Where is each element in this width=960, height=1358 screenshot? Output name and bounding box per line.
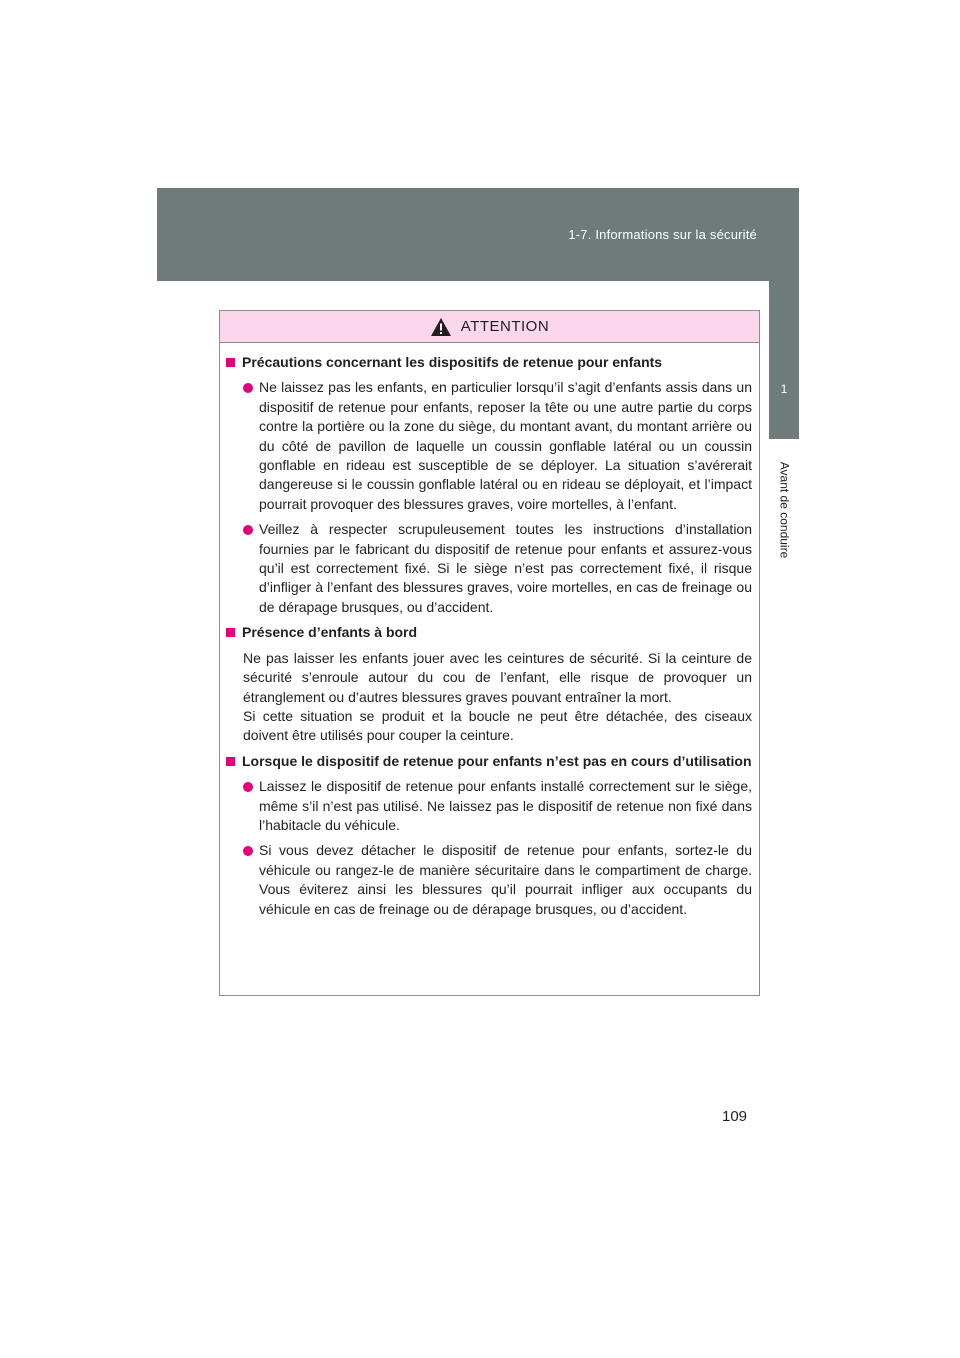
circle-bullet-icon: [243, 846, 253, 856]
section-heading: [226, 353, 752, 372]
chapter-label: Avant de conduire: [777, 461, 792, 558]
circle-bullet-icon: [243, 525, 253, 535]
heading-text: Lorsque le dispositif de retenue pour enfants n’est pas en cours d’utilisation: [242, 752, 752, 769]
side-tab-top: [769, 281, 799, 338]
paragraph-text: Si cette situation se produit et la boucle ne peut être détachée, des ciseaux doivent être utilisés pour couper la ceinture.: [243, 707, 752, 744]
chapter-number-tab: 1: [769, 338, 799, 439]
section-heading: [226, 623, 752, 642]
bullet-text: Veillez à respecter scrupuleusement toutes les instructions d’installation fournies par le fabricant du dispositif de retenue pour enfants et assurez-vous qu’il est correctement fixé. Si le siège n’est pas correctement fixé, il risque d’infliger à l’enfant des blessures graves, voire mortelles, en cas de freinage ou de dérapage brusques, ou d’accident.: [259, 521, 752, 615]
page-number: 109: [722, 1108, 748, 1125]
warning-header: [220, 311, 759, 343]
square-bullet-icon: [226, 757, 235, 766]
warning-body: [220, 343, 759, 919]
bullet-item: [226, 841, 752, 919]
square-bullet-icon: [226, 628, 235, 637]
section-heading: [226, 752, 752, 771]
header-band: [157, 188, 799, 281]
bullet-item: [226, 378, 752, 514]
section-paragraph: [226, 649, 752, 746]
bullet-text: Laissez le dispositif de retenue pour enfants installé correctement sur le siège, même s’il n’est pas utilisé. Ne laissez pas le dispositif de retenue non fixé dans l’habitacle du véhicule.: [259, 778, 752, 833]
bullet-text: Ne laissez pas les enfants, en particulier lorsqu’il s’agit d’enfants assis dans un dispositif de retenue pour enfants, reposer la tête ou une autre partie du corps contre la portière ou la zone du siège, du montant avant, du montant arrière ou du côté de pavillon de laquelle un coussin gonflable latéral ou un coussin gonflable en rideau est susceptible de se déployer. La situation s’avérerait dangereuse si le coussin gonflable latéral ou en rideau se déployait, et l’impact pourrait provoquer des blessures graves, voire mortelles, à l’enfant.: [259, 379, 752, 512]
section-title: 1-7. Informations sur la sécurité: [568, 227, 757, 242]
bullet-item: [226, 777, 752, 835]
chapter-label-tab: [769, 439, 799, 580]
square-bullet-icon: [226, 358, 235, 367]
warning-box: [219, 310, 760, 996]
warning-triangle-icon: [430, 317, 452, 337]
bullet-text: Si vous devez détacher le dispositif de retenue pour enfants, sortez-le du véhicule ou rangez-le de manière sécuritaire dans le compartiment de charge. Vous éviterez ainsi les blessures qu’il pourrait infliger aux occupants du véhicule en cas de freinage ou de dérapage brusques, ou d’accident.: [259, 842, 752, 917]
circle-bullet-icon: [243, 383, 253, 393]
warning-title: ATTENTION: [460, 318, 550, 335]
circle-bullet-icon: [243, 782, 253, 792]
paragraph-text: Ne pas laisser les enfants jouer avec les ceintures de sécurité. Si la ceinture de sécurité s’enroule autour du cou de l’enfant, elle risque de provoquer un étranglement ou d’autres blessures graves pouvant entraîner la mort.: [243, 649, 752, 705]
heading-text: Précautions concernant les dispositifs de retenue pour enfants: [242, 354, 663, 370]
heading-text: Présence d’enfants à bord: [242, 624, 418, 641]
bullet-item: [226, 520, 752, 617]
